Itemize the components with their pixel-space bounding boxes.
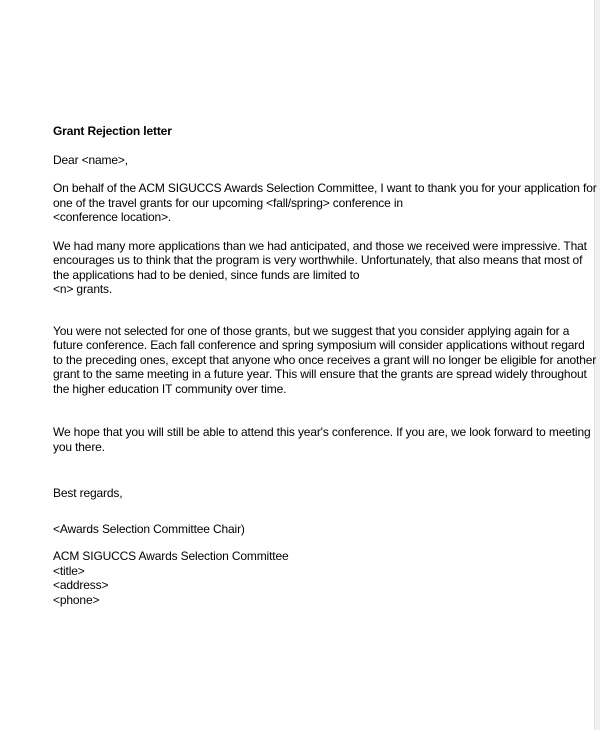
signature-line: <title>: [53, 563, 85, 578]
closing: Best regards,: [53, 486, 123, 500]
text-line: one of the travel grants for our upcoming <fall/spring> conference in: [53, 195, 403, 210]
text-line: to the preceding ones, except that anyone who once receives a grant will no longer be eligible for another: [53, 352, 597, 367]
paragraph-not-selected: [53, 323, 597, 397]
text-line: the applications had to be denied, since funds are limited to: [53, 267, 360, 282]
paragraph-hope: [53, 425, 591, 454]
text-line: <n> grants.: [53, 282, 113, 296]
text-line: We hope that you will still be able to attend this year's conference. If you are, we look forward to meeting: [53, 425, 591, 439]
signature-block: [53, 549, 553, 607]
text-line: We had many more applications than we had anticipated, and those we received were impressive. That: [53, 238, 587, 253]
letter-title: Grant Rejection letter: [53, 124, 172, 138]
paragraph-intro: [53, 181, 597, 225]
salutation: Dear <name>,: [53, 152, 128, 167]
text-line: On behalf of the ACM SIGUCCS Awards Selection Committee, I want to thank you for your application for: [53, 181, 597, 195]
text-line: you there.: [53, 439, 105, 454]
text-line: You were not selected for one of those grants, but we suggest that you consider applying again for a: [53, 323, 570, 338]
text-line: the higher education IT community over time.: [53, 381, 287, 396]
text-line: <conference location>.: [53, 210, 172, 224]
signer: <Awards Selection Committee Chair): [53, 521, 245, 536]
letter-body: [53, 124, 597, 607]
text-line: future conference. Each fall conference and spring symposium will consider applications without regard: [53, 338, 585, 352]
signature-line: <phone>: [53, 592, 100, 607]
text-line: grant to the same meeting in a future year. This will ensure that the grants are spread widely throughout: [53, 367, 587, 381]
paragraph-applications: [53, 238, 587, 297]
text-line: encourages us to think that the program is very worthwhile. Unfortunately, that also means that most of: [53, 253, 583, 267]
signature-line: <address>: [53, 578, 109, 592]
signature-line: ACM SIGUCCS Awards Selection Committee: [53, 549, 289, 563]
